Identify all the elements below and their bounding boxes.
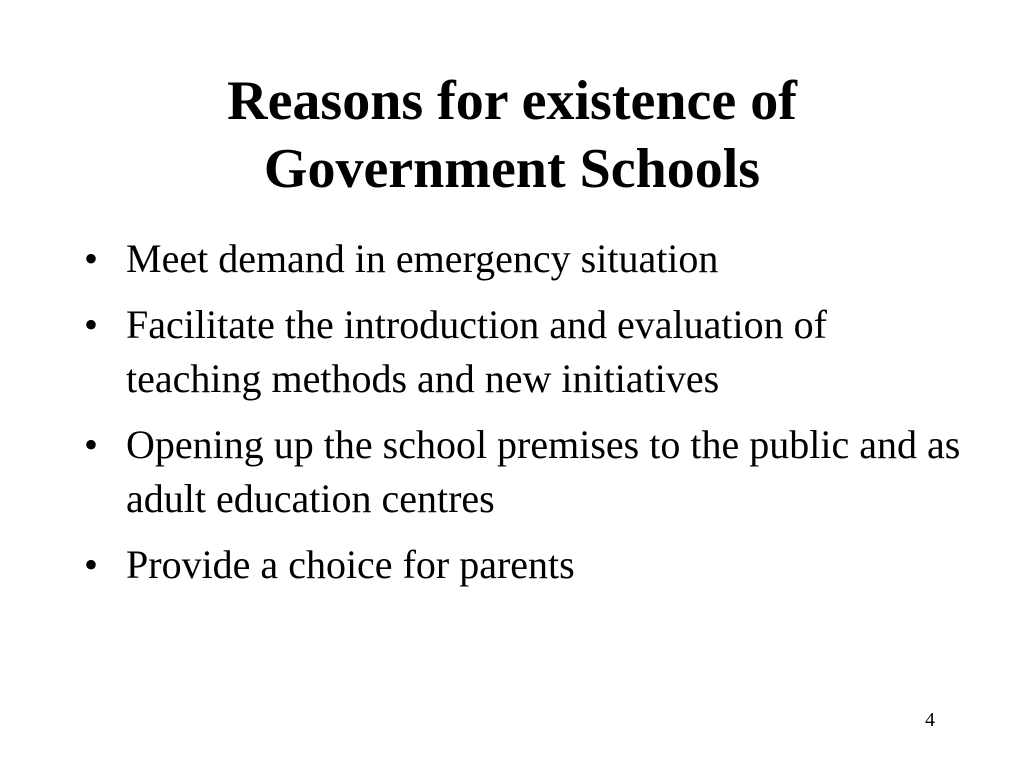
bullet-item [84,418,964,526]
slide-title-line-1: Reasons for existence of [227,70,797,132]
bullet-icon: • [84,236,99,281]
page-number: 4 [925,709,935,731]
slide-title [0,67,1024,203]
bullet-icon: • [84,422,99,467]
bullet-icon: • [84,302,99,347]
bullet-item [84,232,964,286]
bullet-list [84,232,964,604]
bullet-item [84,298,964,406]
slide-title-line-2: Government Schools [263,138,761,200]
bullet-text: Facilitate the introduction and evaluation of teaching methods and new initiatives [126,302,827,401]
bullet-text: Meet demand in emergency situation [126,236,719,281]
bullet-text: Opening up the school premises to the public and as adult education centres [126,422,961,521]
bullet-icon: • [84,542,99,587]
bullet-text: Provide a choice for parents [126,542,575,587]
bullet-item [84,538,964,592]
